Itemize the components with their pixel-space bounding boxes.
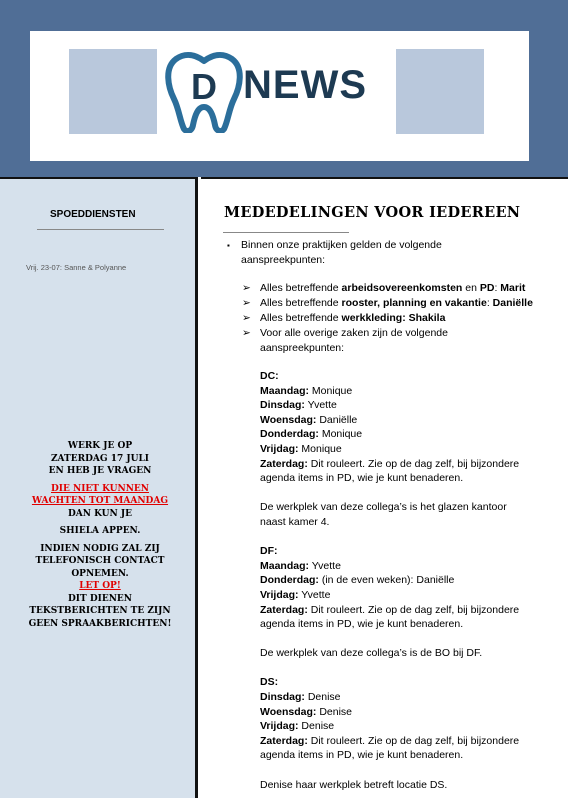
title-divider (223, 232, 349, 233)
df-block: DF: Maandag: Yvette Donderdag: (in de even weken): Daniëlle Vrijdag: Yvette Zaterdag: Dit rouleert. Zie op de dag zelf, bij bijzondere agenda items in PD, wie je kunt benaderen. De werkplek van deze collega’s is de BO bij DF. (260, 545, 520, 660)
notice-line: GEEN SPRAAKBERICHTEN! (28, 618, 172, 629)
logo (157, 49, 396, 134)
location-schedules (260, 369, 560, 792)
section-heading: DC: (260, 370, 279, 382)
notice-line: OPNEMEN. (71, 568, 129, 579)
tooth-icon (162, 51, 246, 133)
list-item: ➢ Alles betreffende werkkleding: Shakila (242, 312, 446, 324)
notice-line: WERK JE OP (67, 441, 133, 451)
page-title: MEDEDELINGEN VOOR IEDEREEN (224, 204, 521, 221)
sidebar-title: SPOEDDIENSTEN (50, 209, 136, 220)
notice-line: DIT DIENEN (67, 593, 133, 604)
list-item: ➢ Voor alle overige zaken zijn de volgende aanspreekpunten: (242, 327, 448, 354)
list-item: ➢ Alles betreffende arbeidsovereenkomsten en PD: Marit (242, 282, 526, 294)
notice-line: TELEFONISCH CONTACT (35, 556, 165, 566)
sidebar-title-divider (37, 229, 164, 230)
notice-red-line: DIE NIET KUNNEN (50, 483, 150, 494)
notice-line: ZATERDAG 17 JULI (50, 453, 149, 464)
arrow-bullet-icon: ➢ (242, 297, 251, 309)
contact-list (242, 281, 562, 356)
ds-block: DS: Dinsdag: Denise Woensdag: Denise Vrijdag: Denise Zaterdag: Dit rouleert. Zie op de dag zelf, bij bijzondere agenda items in PD, wie je kunt benaderen. Denise haar werkplek betreft locatie DS. (260, 676, 520, 791)
list-item: ➢ Alles betreffende rooster, planning en vakantie: Daniëlle (242, 297, 533, 309)
arrow-bullet-icon: ➢ (242, 327, 251, 339)
notice-warning: LET OP! (79, 581, 121, 591)
main-content (201, 177, 568, 798)
arrow-bullet-icon: ➢ (242, 282, 251, 294)
notice-red-line: WACHTEN TOT MAANDAG (31, 496, 169, 506)
notice-line: INDIEN NODIG ZAL ZIJ (40, 543, 160, 554)
intro-bullet-item (227, 238, 547, 268)
section-heading: DF: (260, 545, 278, 558)
notice-line: EN HEB JE VRAGEN (48, 466, 152, 476)
logo-letter: D (191, 66, 217, 107)
sidebar (0, 177, 198, 798)
logo-word: NEWS (243, 63, 367, 107)
notice-line: SHIELA APPEN. (59, 526, 141, 536)
header-frame (30, 31, 529, 161)
header-band (0, 0, 568, 177)
intro-line: Binnen onze praktijken gelden de volgende (241, 239, 442, 251)
notice-line: TEKSTBERICHTEN TE ZIJN (29, 606, 171, 616)
intro-line: aanspreekpunten: (241, 254, 326, 266)
arrow-bullet-icon: ➢ (242, 312, 251, 324)
logo-banner (69, 49, 484, 134)
section-heading: DS: (260, 676, 279, 689)
dc-block: DC: Maandag: Monique Dinsdag: Yvette Woensdag: Daniëlle Donderdag: Monique Vrijdag: Monique Zaterdag: Dit rouleert. Zie op de dag zelf, bij bijzondere agenda items in PD, wie je kunt benaderen. De werkplek van deze collega’s is het glazen kantoor naast kamer 4. (260, 370, 520, 528)
sidebar-entry: Vrij. 23-07: Sanne & Polyanne (26, 263, 127, 272)
square-bullet-icon: ▪ (227, 241, 230, 250)
notice-block (8, 440, 192, 630)
notice-line: DAN KUN JE (68, 508, 132, 519)
